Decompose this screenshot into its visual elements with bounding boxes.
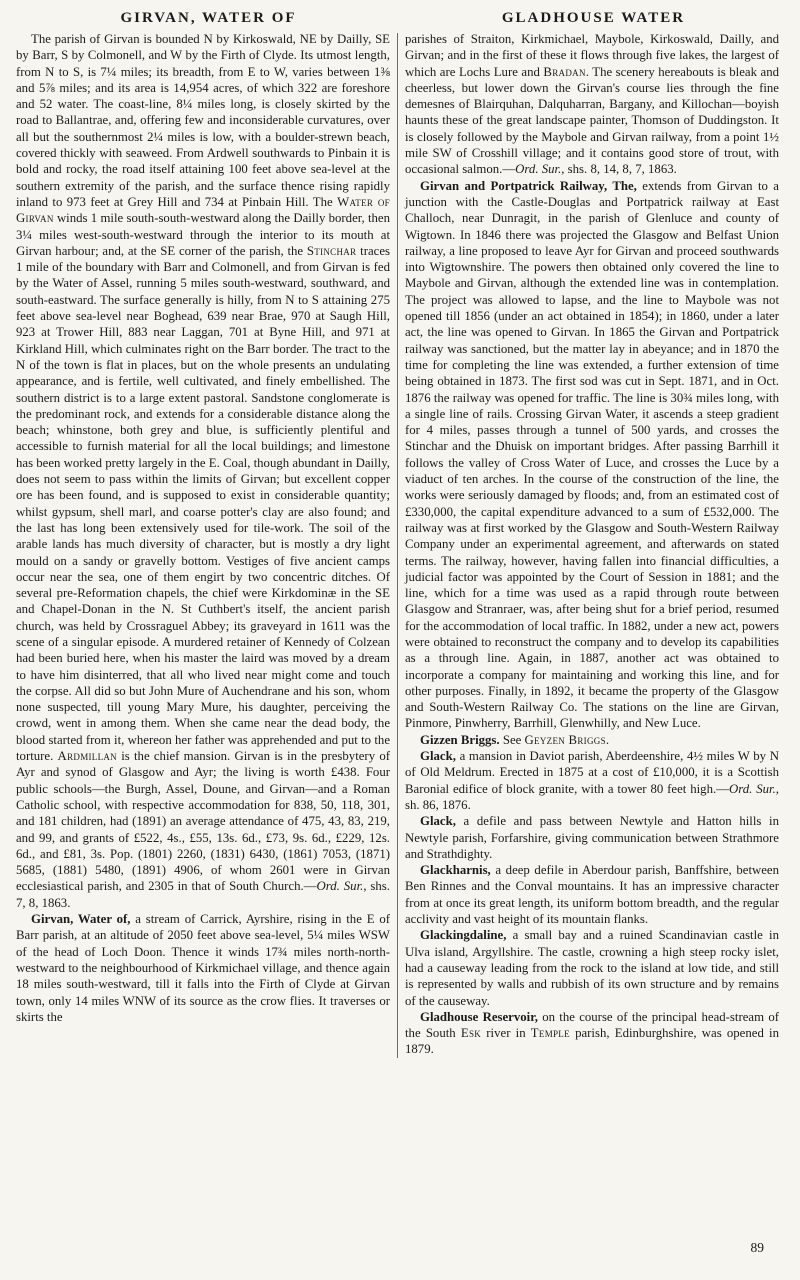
text-segment: parish, Edinburghshire, was opened in 1879. bbox=[405, 1026, 779, 1057]
text-segment: on the course of the principal head-stream of the South bbox=[405, 1009, 779, 1041]
text-segment: Stinchar bbox=[306, 243, 357, 258]
text-segment: a mansion in Daviot parish, Aberdeenshire, 4½ miles W by N of Old Meldrum. Erected in 1875 at a cost of £10,000, it is a Scottish Baronial edifice of block granite, with a tower 80 feet high.— bbox=[405, 749, 779, 796]
text-segment: river in bbox=[481, 1026, 531, 1041]
text-segment: traces 1 mile of the boundary with Barr and Colmonell, and from Girvan is fed by the Water of Assel, running 5 miles south-westward, southward, and south-eastward. The surface generally is hilly, from N to S attaining 275 feet above sea-level near Boghead, 639 near Brae, 970 at Saugh Hill, 923 at Trower Hill, 883 near Laggan, 701 at Byne Hill, and 971 at Kirkland Hill, which culminates right on the Barr border. The tract to the N of the town is flat in places, but on the whole presents an undulating appearance, and is fertile, well cultivated, and finely embellished. The southern district is to a large extent pastoral. Sandstone conglomerate is the predominant rock, and extends for a considerable distance along the beach; whinstone, both grey and blue, is sufficiently plentiful and accessible to furnish material for all the local buildings; and limestone has been worked pretty largely in the E. Coal, though abundant in Dailly, does not seem to pass within the limits of Girvan; but excellent copper ore has been found, and is supposed to exist in considerable quantity; whilst gypsum, shell marl, and coarse potter's clay are also found; and the last has long been extensively used for tile-work. The soil of the arable lands has much diversity of character, but is mostly a dry light mould on a sandy or gravelly bottom. Vestiges of five ancient camps occur near the sea, one of them engirt by two concentric ditches. Of several pre-Reformation chapels, the chief were Kirkdominæ in the SE and Chapel-Donan in the N. St Cuthbert's itself, the ancient parish church, was held by Crossraguel Abbey; its graveyard in 1611 was the scene of a singular episode. A murdered retainer of Kennedy of Colzean had been buried here, when his master the laird was moved by a dream to have him disinterred, that all who lived near might come and touch the corpse. All did so but John Mure of Auchendrane and his son, whom none suspected, till young Mary Mure, his daughter, perceiving the crowd, went in among them. When she came near the dead body, the blood started from it, whereon her father was apprehended and put to the torture. bbox=[16, 243, 390, 764]
running-headers bbox=[16, 10, 786, 27]
paragraph bbox=[405, 1009, 779, 1058]
text-segment: . The scenery hereabouts is bleak and cheerless, but lower down the Girvan's course lies through the fine demesnes of Blairquhan, Dalquharran, Bargany, and Killochan—boyish haunts these of the great landscape painter, Thomson of Duddingston. It is closely followed by the Maybole and Girvan railway, from a point 1½ mile SW of Crosshill village; and it contains good store of trout, with occasional salmon.— bbox=[405, 64, 779, 177]
text-segment: Ord. Sur., bbox=[515, 162, 565, 177]
text-segment: sh. 86, 1876. bbox=[405, 797, 471, 812]
text-segment: a small bay and a ruined Scandinavian castle in Ulva island, Argyllshire. The castle, crowning a high steep rocky islet, had a causeway leading from the rock to the island at low tide, and still is represented by walls and rubbish of its own structure and by remains of the causeway. bbox=[405, 928, 779, 1008]
text-segment: a stream of Carrick, Ayrshire, rising in the E of Barr parish, at an altitude of 2050 feet above sea-level, 5¼ miles WSW of the head of Loch Doon. Thence it winds 17¾ miles north-north-westward to the neighbourhood of Kirkmichael village, and thence again 18 miles south-westward, till it falls into the Firth of Clyde at Girvan town, only 14 miles WNW of its source as the crow flies. It traverses or skirts the bbox=[16, 912, 390, 1024]
text-segment: Geyzen Briggs bbox=[524, 732, 606, 747]
text-segment: Girvan and Portpatrick Railway, The, bbox=[420, 178, 637, 193]
text-segment: shs. 8, 14, 8, 7, 1863. bbox=[564, 162, 677, 177]
text-segment: Ardmillan bbox=[57, 749, 117, 764]
text-segment: Bradan bbox=[543, 64, 586, 79]
right-column bbox=[405, 31, 779, 1058]
text-segment: Glack, bbox=[420, 749, 456, 764]
paragraph bbox=[405, 732, 779, 748]
text-segment: See bbox=[499, 732, 525, 747]
text-segment: The parish of Girvan is bounded N by Kirkoswald, NE by Dailly, SE by Barr, S by Colmonell, and W by the Firth of Clyde. Its utmost length, from N to S, is 7¼ miles; its breadth, from E to W, varies between 1⅜ and 5⅞ miles; and its area is 14,954 acres, of which 322 are foreshore and 52 water. The coast-line, 8¼ miles long, is closely skirted by the road to Ballantrae, and, offering few and inconsiderable curvatures, over all but the southernmost 2¼ miles is low, with a boulder-strewn beach, covered thickly with seaweed. From Ardwell southwards to Pinbain it is bold and rocky, the road itself attaining 100 feet above sea-level at the southern extremity of the parish, and the surface thence rising rapidly inland to 973 feet at Grey Hill and 734 at Pinbain Hill. The bbox=[16, 32, 390, 209]
text-segment: . bbox=[605, 732, 610, 747]
paragraph bbox=[405, 813, 779, 862]
paragraph bbox=[405, 927, 779, 1008]
text-segment: Glackharnis, bbox=[420, 863, 491, 878]
paragraph bbox=[16, 31, 390, 911]
header-left: GIRVAN, WATER OF bbox=[120, 10, 297, 26]
text-segment: a defile and pass between Newtyle and Hatton hills in Newtyle parish, Forfarshire, giving communication between Strathmore and Strathdighty. bbox=[405, 814, 779, 861]
paragraph bbox=[405, 31, 779, 178]
paragraph bbox=[405, 862, 779, 927]
text-segment: Glack, bbox=[420, 814, 456, 829]
text-segment: shs. 7, 8, 1863. bbox=[16, 879, 390, 910]
page-number: 89 bbox=[750, 1240, 764, 1255]
text-segment: Ord. Sur., bbox=[316, 879, 367, 894]
text-segment: Gladhouse Reservoir, bbox=[420, 1009, 538, 1024]
text-segment: is the chief mansion. Girvan is in the presbytery of Ayr and synod of Glasgow and Ayr; the living is worth £438. Four public schools—the Burgh, Assel, Doune, and Girvan—and a Roman Catholic school, with respective accommodation for 838, 50, 118, 301, and 181 children, had (1891) an average attendance of 475, 43, 83, 219, and 99, and grants of £522, 4s., £55, 13s. 6d., £73, 9s. 6d., £229, 12s. 6d., and £81, 3s. Pop. (1801) 2260, (1831) 6430, (1861) 7053, (1871) 5685, (1881) 5480, (1891) 4906, of whom 2601 were in Girvan ecclesiastical parish, and 2305 in that of South Church.— bbox=[16, 749, 390, 894]
paragraph bbox=[16, 911, 390, 1025]
text-segment: Temple bbox=[530, 1026, 570, 1041]
column-divider bbox=[397, 33, 398, 1058]
text-segment: Glackingdaline, bbox=[420, 928, 507, 943]
text-segment: Gizzen Briggs. bbox=[420, 732, 500, 747]
two-column-content bbox=[16, 31, 786, 1058]
paragraph bbox=[405, 748, 779, 813]
text-segment: Ord. Sur., bbox=[728, 781, 779, 796]
header-right: GLADHOUSE WATER bbox=[501, 10, 686, 26]
text-segment: Water of Girvan bbox=[16, 194, 390, 226]
text-segment: a deep defile in Aberdour parish, Banffshire, between Ben Rinnes and the Conval mountains. It has an impressive character from at once its great length, its uniform bottom breadth, and the regular acclivity and vast height of its mountain flanks. bbox=[405, 863, 779, 927]
text-segment: winds 1 mile south-south-westward along the Dailly border, then 3¼ miles west-south-westward through the interior to its mouth at Girvan harbour; and, at the SE corner of the parish, the bbox=[16, 211, 390, 258]
paragraph bbox=[405, 178, 779, 732]
text-segment: parishes of Straiton, Kirkmichael, Maybole, Kirkoswald, Dailly, and Girvan; and in the first of these it flows through five lakes, the largest of which are Lochs Lure and bbox=[405, 32, 779, 79]
text-segment: Esk bbox=[460, 1026, 482, 1041]
left-column bbox=[16, 31, 390, 1058]
text-segment: extends from Girvan to a junction with the Castle-Douglas and Portpatrick railway at East Challoch, near Dunragit, in the parish of Glenluce and county of Wigtown. In 1846 there was projected the Glasgow and Belfast Union railway, a line proposed to leave Ayr for Girvan and proceed southwards into Wigtownshire. The powers then obtained only covered the line to Maybole and Girvan, although the extended line was in contemplation. The project was allowed to lapse, and the line to Maybole was not opened till 1856 (under an act obtained in 1854); in 1860, under a later act, the line was opened to Girvan. In 1865 the Girvan and Portpatrick railway was sanctioned, but the matter lay in abeyance; and in 1870 the time for completing the line was extended, a further extension of time being obtained in 1873. The first sod was cut in Sept. 1871, and in Oct. 1876 the railway was opened for traffic. The line is 30¾ miles long, with a single line of rails. Crossing Girvan Water, it ascends a steep gradient for 4 miles, passes through a tunnel of 500 yards, and crosses the Stinchar and the Dhuisk on important bridges. After passing Barrhill it follows the valley of Cross Water of Luce, and crosses the Luce by a viaduct of ten arches. In the course of the construction of the line, the works were seriously damaged by floods; and, from an estimated cost of £330,000, the capital expenditure advanced to a sum of £532,000. The railway was at first worked by the Glasgow and South-Western Railway Company under an experimental agreement, and afterwards on stated terms. The railway, however, having fallen into financial difficulties, a judicial factor was appointed by the Court of Session in 1881; and the line, which for a time was used as a rapid through route between Glasgow and Stranraer, was, after being shut for a brief period, resumed for the accommodation of local traffic. In 1882, under a new act, powers were obtained to reconstruct the company and to develop its capabilities as a through line. Again, in 1887, another act was obtained to incorporate a company for maintaining and working this line, and for other purposes. Finally, in 1892, it became the property of the Glasgow and South-Western Railway Co. The stations on the line are Girvan, Pinmore, Pinwherry, Barrhill, Glenwhilly, and New Luce. bbox=[405, 178, 779, 731]
text-segment: Girvan, Water of, bbox=[31, 912, 131, 927]
